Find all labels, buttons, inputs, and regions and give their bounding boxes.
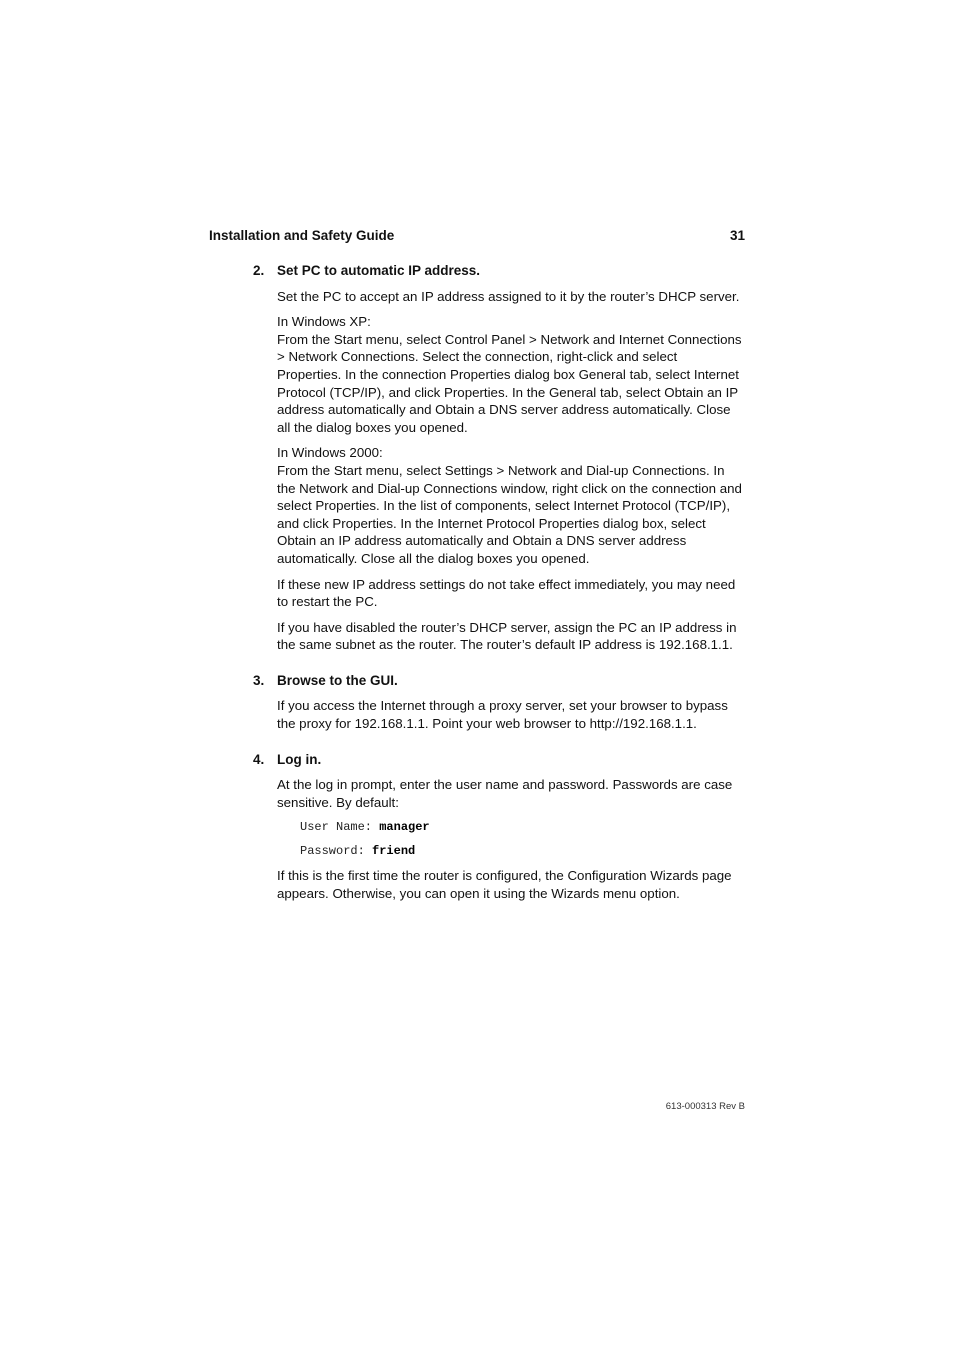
os-label-xp: In Windows XP: (277, 314, 371, 330)
step-2 (253, 262, 745, 654)
os-label-2000: In Windows 2000: (277, 445, 383, 461)
username-label: User Name: (300, 820, 373, 835)
paragraph-intro: Set the PC to accept an IP address assigned to it by the router’s DHCP server. (277, 288, 740, 304)
step-title: Log in. (277, 751, 322, 767)
username-value: manager (379, 820, 430, 835)
paragraph-xp-instructions: From the Start menu, select Control Panel > Network and Internet Connections > Network Connections. Select the connection, right-click and select Properties. In the connection Properties dialog box General tab, select Internet Protocol (TCP/IP), and click Properties. In the General tab, select Obtain an IP address automatically and Obtain a DNS server address automatically. Close all the dialog boxes you opened. (277, 331, 742, 435)
step-number: 2. (253, 263, 265, 278)
windows-xp-block (277, 313, 745, 436)
document-code: 613-000313 Rev B (665, 1101, 745, 1112)
paragraph-dhcp-note: If you have disabled the router’s DHCP server, assign the PC an IP address in the same subnet as the router. The router’s default IP address is 192.168.1.1. (277, 619, 737, 653)
main-content (253, 262, 745, 911)
username-code-line (300, 819, 745, 835)
paragraph-wizard-note: If this is the first time the router is configured, the Configuration Wizards page appears. Otherwise, you can open it using the Wizards menu option. (277, 868, 732, 902)
step-number: 4. (253, 751, 265, 767)
password-label: Password: (300, 844, 365, 859)
paragraph-proxy-note: If you access the Internet through a proxy server, set your browser to bypass the proxy for 192.168.1.1. Point your web browser to http://192.168.1.1. (277, 698, 728, 732)
step-4 (253, 751, 745, 903)
page-header (209, 228, 745, 246)
step-number: 3. (253, 672, 265, 688)
windows-2000-block (277, 444, 745, 567)
step-title: Set PC to automatic IP address. (277, 263, 481, 278)
running-header-title: Installation and Safety Guide (209, 228, 395, 243)
paragraph-2000-instructions: From the Start menu, select Settings > Network and Dial-up Connections. In the Network and Dial-up Connections window, right click on the connection and select Properties. In the list of components, select Internet Protocol (TCP/IP), and click Properties. In the Internet Protocol Properties dialog box, select Obtain an IP address automatically and Obtain a DNS server address automatically. Close all the dialog boxes you opened. (277, 462, 742, 566)
paragraph-restart-note: If these new IP address settings do not take effect immediately, you may need to restart the PC. (277, 576, 736, 610)
step-title: Browse to the GUI. (277, 672, 398, 688)
step-3 (253, 672, 745, 733)
page-number: 31 (729, 228, 745, 243)
password-code-line (300, 843, 745, 859)
paragraph-login-prompt: At the log in prompt, enter the user name and password. Passwords are case sensitive. By default: (277, 777, 733, 810)
password-value: friend (372, 844, 416, 859)
